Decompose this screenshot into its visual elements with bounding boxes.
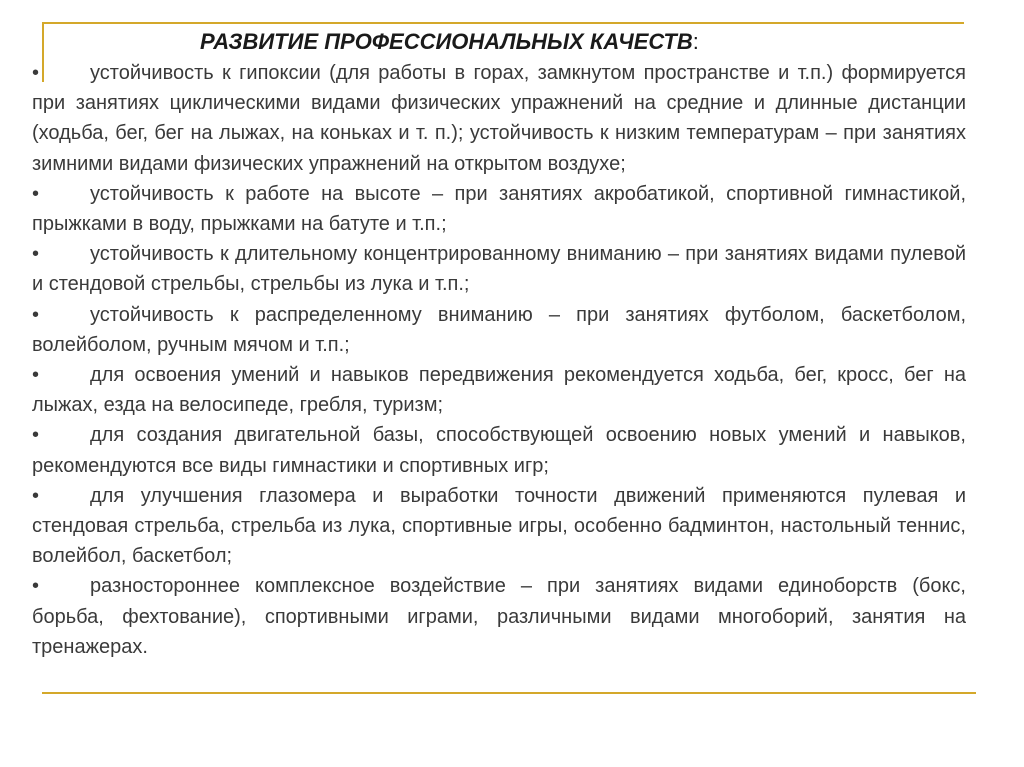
bullet-glyph: • — [32, 364, 40, 387]
list-item — [32, 179, 966, 239]
bullet-glyph: • — [32, 62, 40, 84]
list-item-text: для создания двигательной базы, способствующей освоению новых умений и навыков, рекомендуются все виды гимнастики и спортивных игр; — [32, 424, 966, 477]
list-item — [32, 58, 966, 179]
list-item-text: разностороннее комплексное воздействие – при занятиях видами единоборств (бокс, борьба, фехтование), спортивными играми, различными видами многоборий, занятия на тренажерах. — [32, 575, 966, 658]
bullet-glyph: • — [32, 243, 40, 266]
list-item-text: для улучшения глазомера и выработки точности движений применяются пулевая и стендовая стрельба, стрельба из лука, спортивные игры, особенно бадминтон, настольный теннис, волейбол, баскетбол; — [32, 484, 966, 568]
list-item — [32, 571, 966, 662]
list-item — [32, 481, 966, 572]
bullet-glyph: • — [32, 575, 40, 598]
list-item-text: устойчивость к длительному концентрированному вниманию – при занятиях видами пулевой и стендовой стрельбы, стрельбы из лука и т.п.; — [32, 243, 966, 296]
page-title-text: РАЗВИТИЕ ПРОФЕССИОНАЛЬНЫХ КАЧЕСТВ — [200, 29, 693, 54]
list-item — [32, 300, 966, 360]
list-item — [32, 239, 966, 299]
page-title — [200, 28, 699, 56]
list-item — [32, 360, 966, 420]
list-item-text: устойчивость к гипоксии (для работы в горах, замкнутом пространстве и т.п.) формируется при занятиях циклическими видами физических упражнений на средние и длинные дистанции (ходьба, бег, бег на лыжах, на коньках и т. п.); устойчивость к низким температурам – при занятиях зимними видами физических упражнений на открытом воздухе; — [32, 62, 966, 175]
bottom-accent-line — [42, 692, 976, 694]
list-item-text: для освоения умений и навыков передвижения рекомендуется ходьба, бег, кросс, бег на лыжах, езда на велосипеде, гребля, туризм; — [32, 364, 966, 417]
bullet-glyph: • — [32, 424, 40, 447]
bullet-glyph: • — [32, 484, 40, 507]
top-accent-line — [42, 22, 964, 24]
bullet-glyph: • — [32, 182, 40, 205]
list-item — [32, 420, 966, 480]
bullet-glyph: • — [32, 303, 40, 326]
list-item-text: устойчивость к работе на высоте – при занятиях акробатикой, спортивной гимнастикой, прыжками в воду, прыжками на батуте и т.п.; — [32, 182, 966, 236]
page-title-colon: : — [692, 29, 699, 54]
bullet-list — [32, 58, 966, 662]
list-item-text: устойчивость к распределенному вниманию – при занятиях футболом, баскетболом, волейболом, ручным мячом и т.п.; — [32, 303, 966, 356]
